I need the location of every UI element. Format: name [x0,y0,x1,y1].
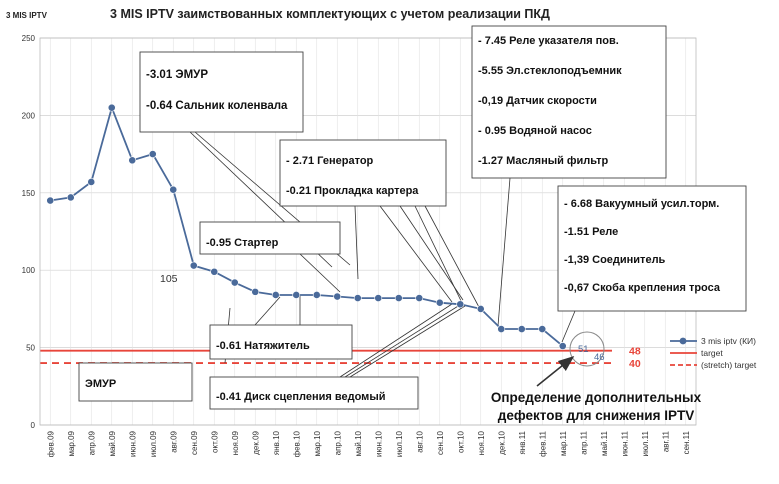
annotation-leader-line [255,297,280,325]
annotation-leader-line [350,306,465,377]
x-tick-label: июн.11 [620,431,630,457]
x-tick-label: янв.11 [517,431,527,455]
series-point [129,157,136,164]
x-tick-label: сен.11 [681,431,691,455]
x-tick-label: мар.09 [66,431,76,457]
series-point [477,305,484,312]
annotation-text: - 2.71 Генератор [286,155,374,167]
series-point [334,293,341,300]
annotation-leader-line [380,206,452,302]
series-point [498,325,505,332]
annotation-text: -0.21 Прокладка картера [286,185,419,197]
annotation-leader-line [300,254,340,292]
x-tick-label: авг.09 [169,431,179,453]
series-point [190,262,197,269]
series-point [395,294,402,301]
x-tick-label: апр.09 [87,431,97,456]
x-tick-label: сен.10 [435,431,445,455]
x-tick-label: окт.09 [210,431,220,453]
series-point [518,325,525,332]
x-tick-label: апр.11 [579,431,589,455]
point-label-46: 46 [594,352,605,363]
series-point [170,186,177,193]
note-line-2: дефектов для снижения IPTV [497,408,695,423]
series-point [47,197,54,204]
legend-series-marker [680,338,687,345]
legend-layer [670,336,757,370]
point-label-105: 105 [160,273,178,285]
y-tick-label: 0 [30,421,35,430]
annotation-text: -0.95 Стартер [206,237,279,249]
target-value-label: 48 [629,345,641,358]
x-tick-label: дек.09 [251,431,261,455]
x-tick-label: окт.10 [456,431,466,453]
series-point [416,294,423,301]
annotation-leader-line [498,178,510,326]
annotation-text: -3.01 ЭМУР [146,69,208,81]
annotation-text: -0.61 Натяжитель [216,340,310,352]
series-point [272,291,279,298]
x-tick-label: авг.11 [661,431,671,453]
x-tick-label: фев.11 [538,431,548,457]
y-tick-label: 100 [21,266,35,276]
annotation-text: -0.41 Диск сцепления ведомый [216,391,386,403]
y-tick-label: 200 [21,111,35,121]
x-tick-label: авг.10 [415,431,425,453]
chart-title: 3 MIS IPTV заимствованных комплектующих с учетом реализации ПКД [110,7,550,21]
series-point [293,291,300,298]
x-tick-label: июл.10 [394,431,404,458]
series-point [108,104,115,111]
series-point [313,291,320,298]
x-tick-label: дек.10 [497,431,507,455]
annotation-box [140,52,303,132]
annotation-text: - 7.45 Реле указателя пов. [478,35,619,47]
annotation-text: -1.51 Реле [564,226,619,238]
x-tick-label: сен.09 [189,431,199,455]
x-tick-label: июл.09 [148,431,158,458]
annotation-text: - 0.95 Водяной насос [478,125,592,137]
x-tick-label: май.11 [599,431,609,456]
legend-stretch-target-label: (stretch) target [701,360,757,370]
annotation-leader-line [425,206,480,309]
x-tick-label: июн.10 [374,431,384,458]
series-point [88,178,95,185]
annotation-text: -1,39 Соединитель [564,254,666,266]
x-tick-label: май.09 [107,431,117,457]
note-line-1: Определение дополнительных [490,390,702,405]
x-tick-label: ноя.09 [230,431,240,456]
annotation-text: -0,19 Датчик скорости [478,95,597,107]
series-point [149,151,156,158]
x-tick-label: апр.10 [333,431,343,456]
y-axis-label: 3 MIS IPTV [6,11,47,20]
x-tick-label: фев.09 [46,431,56,458]
legend-series-label: 3 mis iptv (КИ) [701,336,756,346]
x-tick-label: янв.10 [271,431,281,456]
y-tick-label: 150 [21,188,35,198]
annotation-text: -0.64 Сальник коленвала [146,100,288,112]
note-layer [491,357,702,423]
series-point [539,325,546,332]
y-tick-label: 250 [21,34,35,43]
annotation-text: -5.55 Эл.стеклоподъемник [478,65,622,77]
series-point [231,279,238,286]
annotation-leader-line [562,311,575,342]
series-point [211,268,218,275]
series-point [354,294,361,301]
x-tick-label: июн.09 [128,431,138,458]
annotation-leader-line [415,206,463,305]
x-tick-label: фев.10 [292,431,302,458]
series-point [252,288,259,295]
x-tick-label: июл.11 [640,431,650,457]
series-point [67,194,74,201]
x-tick-label: мар.10 [312,431,322,457]
x-tick-label: мар.11 [558,431,568,456]
x-tick-label: май.10 [353,431,363,457]
annotation-text: -1.27 Масляный фильтр [478,155,609,167]
series-point [457,301,464,308]
annotation-text: - 6.68 Вакуумный усил.торм. [564,198,720,210]
series-point [559,342,566,349]
annotation-text: ЭМУР [85,378,117,390]
y-tick-label: 50 [26,343,35,353]
x-tick-label: ноя.10 [476,431,486,456]
annotation-text: -0,67 Скоба крепления троса [564,282,720,294]
series-point [375,294,382,301]
point-label-51: 51 [578,344,589,355]
target-value-label: 40 [629,358,641,371]
legend-target-label: target [701,348,723,358]
annotation-leader-line [340,304,452,377]
annotation-leader-line [345,303,463,377]
series-point [436,299,443,306]
